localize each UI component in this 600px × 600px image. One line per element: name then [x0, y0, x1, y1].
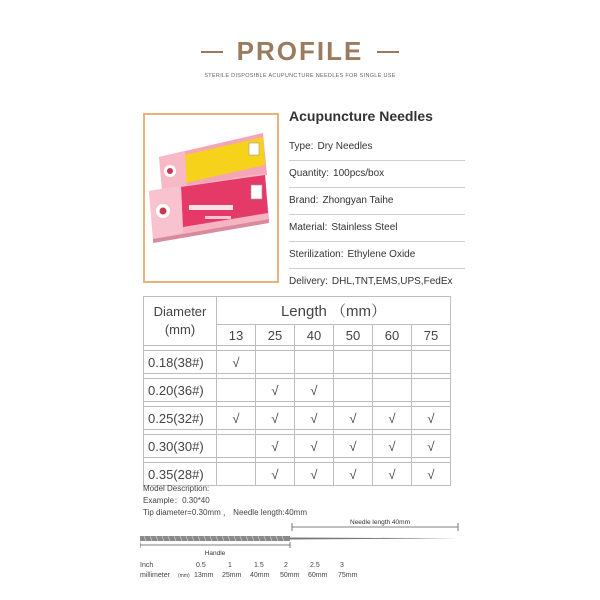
inch-value: 3: [340, 562, 344, 569]
size-table: [143, 296, 451, 486]
checkmark-cell: √: [295, 463, 334, 486]
profile-title-wrap: [201, 36, 400, 67]
model-example: Example：0.30*40: [143, 496, 210, 505]
spec-label: Material:: [289, 222, 328, 233]
checkmark-cell: √: [373, 463, 412, 486]
mm-label: millimeter: [140, 572, 170, 579]
length-col-header: 40: [295, 325, 334, 346]
page-title: PROFILE: [236, 36, 364, 66]
length-col-header: 50: [334, 325, 373, 346]
product-title: Acupuncture Needles: [289, 108, 433, 124]
checkmark-cell: √: [412, 407, 451, 430]
model-heading: Model Description:: [143, 484, 210, 493]
length-col-header: 25: [256, 325, 295, 346]
checkmark-cell: √: [217, 407, 256, 430]
mm-value: 50mm: [280, 572, 300, 579]
size-table-body: [144, 346, 451, 486]
spec-label: Quantity:: [289, 168, 330, 179]
page-subtitle: STERILE DISPOSIBLE ACUPUNCTURE NEEDLES FOR SINGLE USE: [204, 73, 396, 79]
inch-value: 2.5: [310, 562, 320, 569]
spec-value: 100pcs/box: [333, 168, 385, 179]
inch-value: 1: [228, 562, 232, 569]
checkmark-cell: √: [334, 435, 373, 458]
table-row: [144, 379, 451, 402]
inch-value: 1.5: [254, 562, 264, 569]
needle-diagram: [140, 515, 470, 561]
checkmark-cell: √: [412, 463, 451, 486]
spec-label: Delivery:: [289, 276, 328, 287]
profile-header: [0, 36, 600, 79]
checkmark-cell: √: [412, 435, 451, 458]
checkmark-cell: √: [256, 435, 295, 458]
diameter-cell: 0.25(32#): [144, 407, 217, 430]
spec-row-type: [289, 134, 465, 161]
checkmark-cell: √: [334, 407, 373, 430]
empty-cell: [256, 351, 295, 374]
inch-value: 0.5: [196, 562, 206, 569]
empty-cell: [373, 379, 412, 402]
empty-cell: [412, 351, 451, 374]
mm-value: 13mm: [194, 572, 214, 579]
diameter-cell: 0.18(38#): [144, 351, 217, 374]
table-row: [144, 407, 451, 430]
checkmark-cell: √: [295, 435, 334, 458]
empty-cell: [373, 351, 412, 374]
spec-row-material: [289, 215, 465, 242]
checkmark-cell: √: [373, 435, 412, 458]
spec-label: Brand:: [289, 195, 319, 206]
spec-row-sterilization: [289, 242, 465, 269]
needle-box-illustration: [145, 115, 277, 281]
diameter-header: [144, 297, 217, 346]
spec-label: Sterilization:: [289, 249, 344, 260]
diameter-cell: 0.20(36#): [144, 379, 217, 402]
spec-label: Type:: [289, 141, 314, 152]
diameter-cell: 0.30(30#): [144, 435, 217, 458]
needle-shaft: [290, 538, 458, 540]
checkmark-cell: √: [217, 351, 256, 374]
mm-value: 25mm: [222, 572, 242, 579]
mm-value: 60mm: [308, 572, 328, 579]
length-col-header: 13: [217, 325, 256, 346]
title-right-rule: [377, 51, 399, 53]
spec-list: [289, 108, 465, 295]
empty-cell: [412, 379, 451, 402]
product-image: [143, 113, 279, 283]
spec-value: Zhongyan Taihe: [322, 195, 394, 206]
spec-row-delivery: [289, 269, 465, 295]
empty-cell: [217, 435, 256, 458]
checkmark-cell: √: [295, 379, 334, 402]
length-header: Length （mm）: [217, 297, 451, 325]
empty-cell: [334, 351, 373, 374]
empty-cell: [217, 379, 256, 402]
checkmark-cell: √: [334, 463, 373, 486]
needle-length-label: Needle length 40mm: [350, 519, 410, 526]
checkmark-cell: √: [295, 407, 334, 430]
title-left-rule: [201, 51, 223, 53]
checkmark-cell: √: [256, 379, 295, 402]
length-col-header: 60: [373, 325, 412, 346]
checkmark-cell: √: [256, 463, 295, 486]
diameter-cell: 0.35(28#): [144, 463, 217, 486]
inch-label: Inch: [140, 562, 154, 569]
model-description: [143, 483, 307, 519]
spec-value: Ethylene Oxide: [347, 249, 416, 260]
mm-value: 40mm: [250, 572, 270, 579]
inch-value: 2: [284, 562, 288, 569]
spec-value: Dry Needles: [317, 141, 373, 152]
handle-label: Handle: [204, 550, 226, 557]
model-detail: Tip diameter=0.30mm ， Needle length:40mm: [143, 508, 307, 517]
empty-cell: [295, 351, 334, 374]
length-col-header: 75: [412, 325, 451, 346]
diameter-header-unit: (mm): [164, 322, 196, 337]
spec-value: DHL,TNT,EMS,UPS,FedEx: [331, 276, 453, 287]
table-row: [144, 435, 451, 458]
mm-value: 75mm: [338, 572, 358, 579]
spec-row-quantity: [289, 161, 465, 188]
checkmark-cell: √: [373, 407, 412, 430]
mm-unit: (mm): [178, 573, 190, 579]
checkmark-cell: √: [256, 407, 295, 430]
diameter-header-label: Diameter: [153, 304, 207, 319]
spec-row-brand: [289, 188, 465, 215]
empty-cell: [334, 379, 373, 402]
spec-value: Stainless Steel: [331, 222, 398, 233]
table-row: [144, 351, 451, 374]
